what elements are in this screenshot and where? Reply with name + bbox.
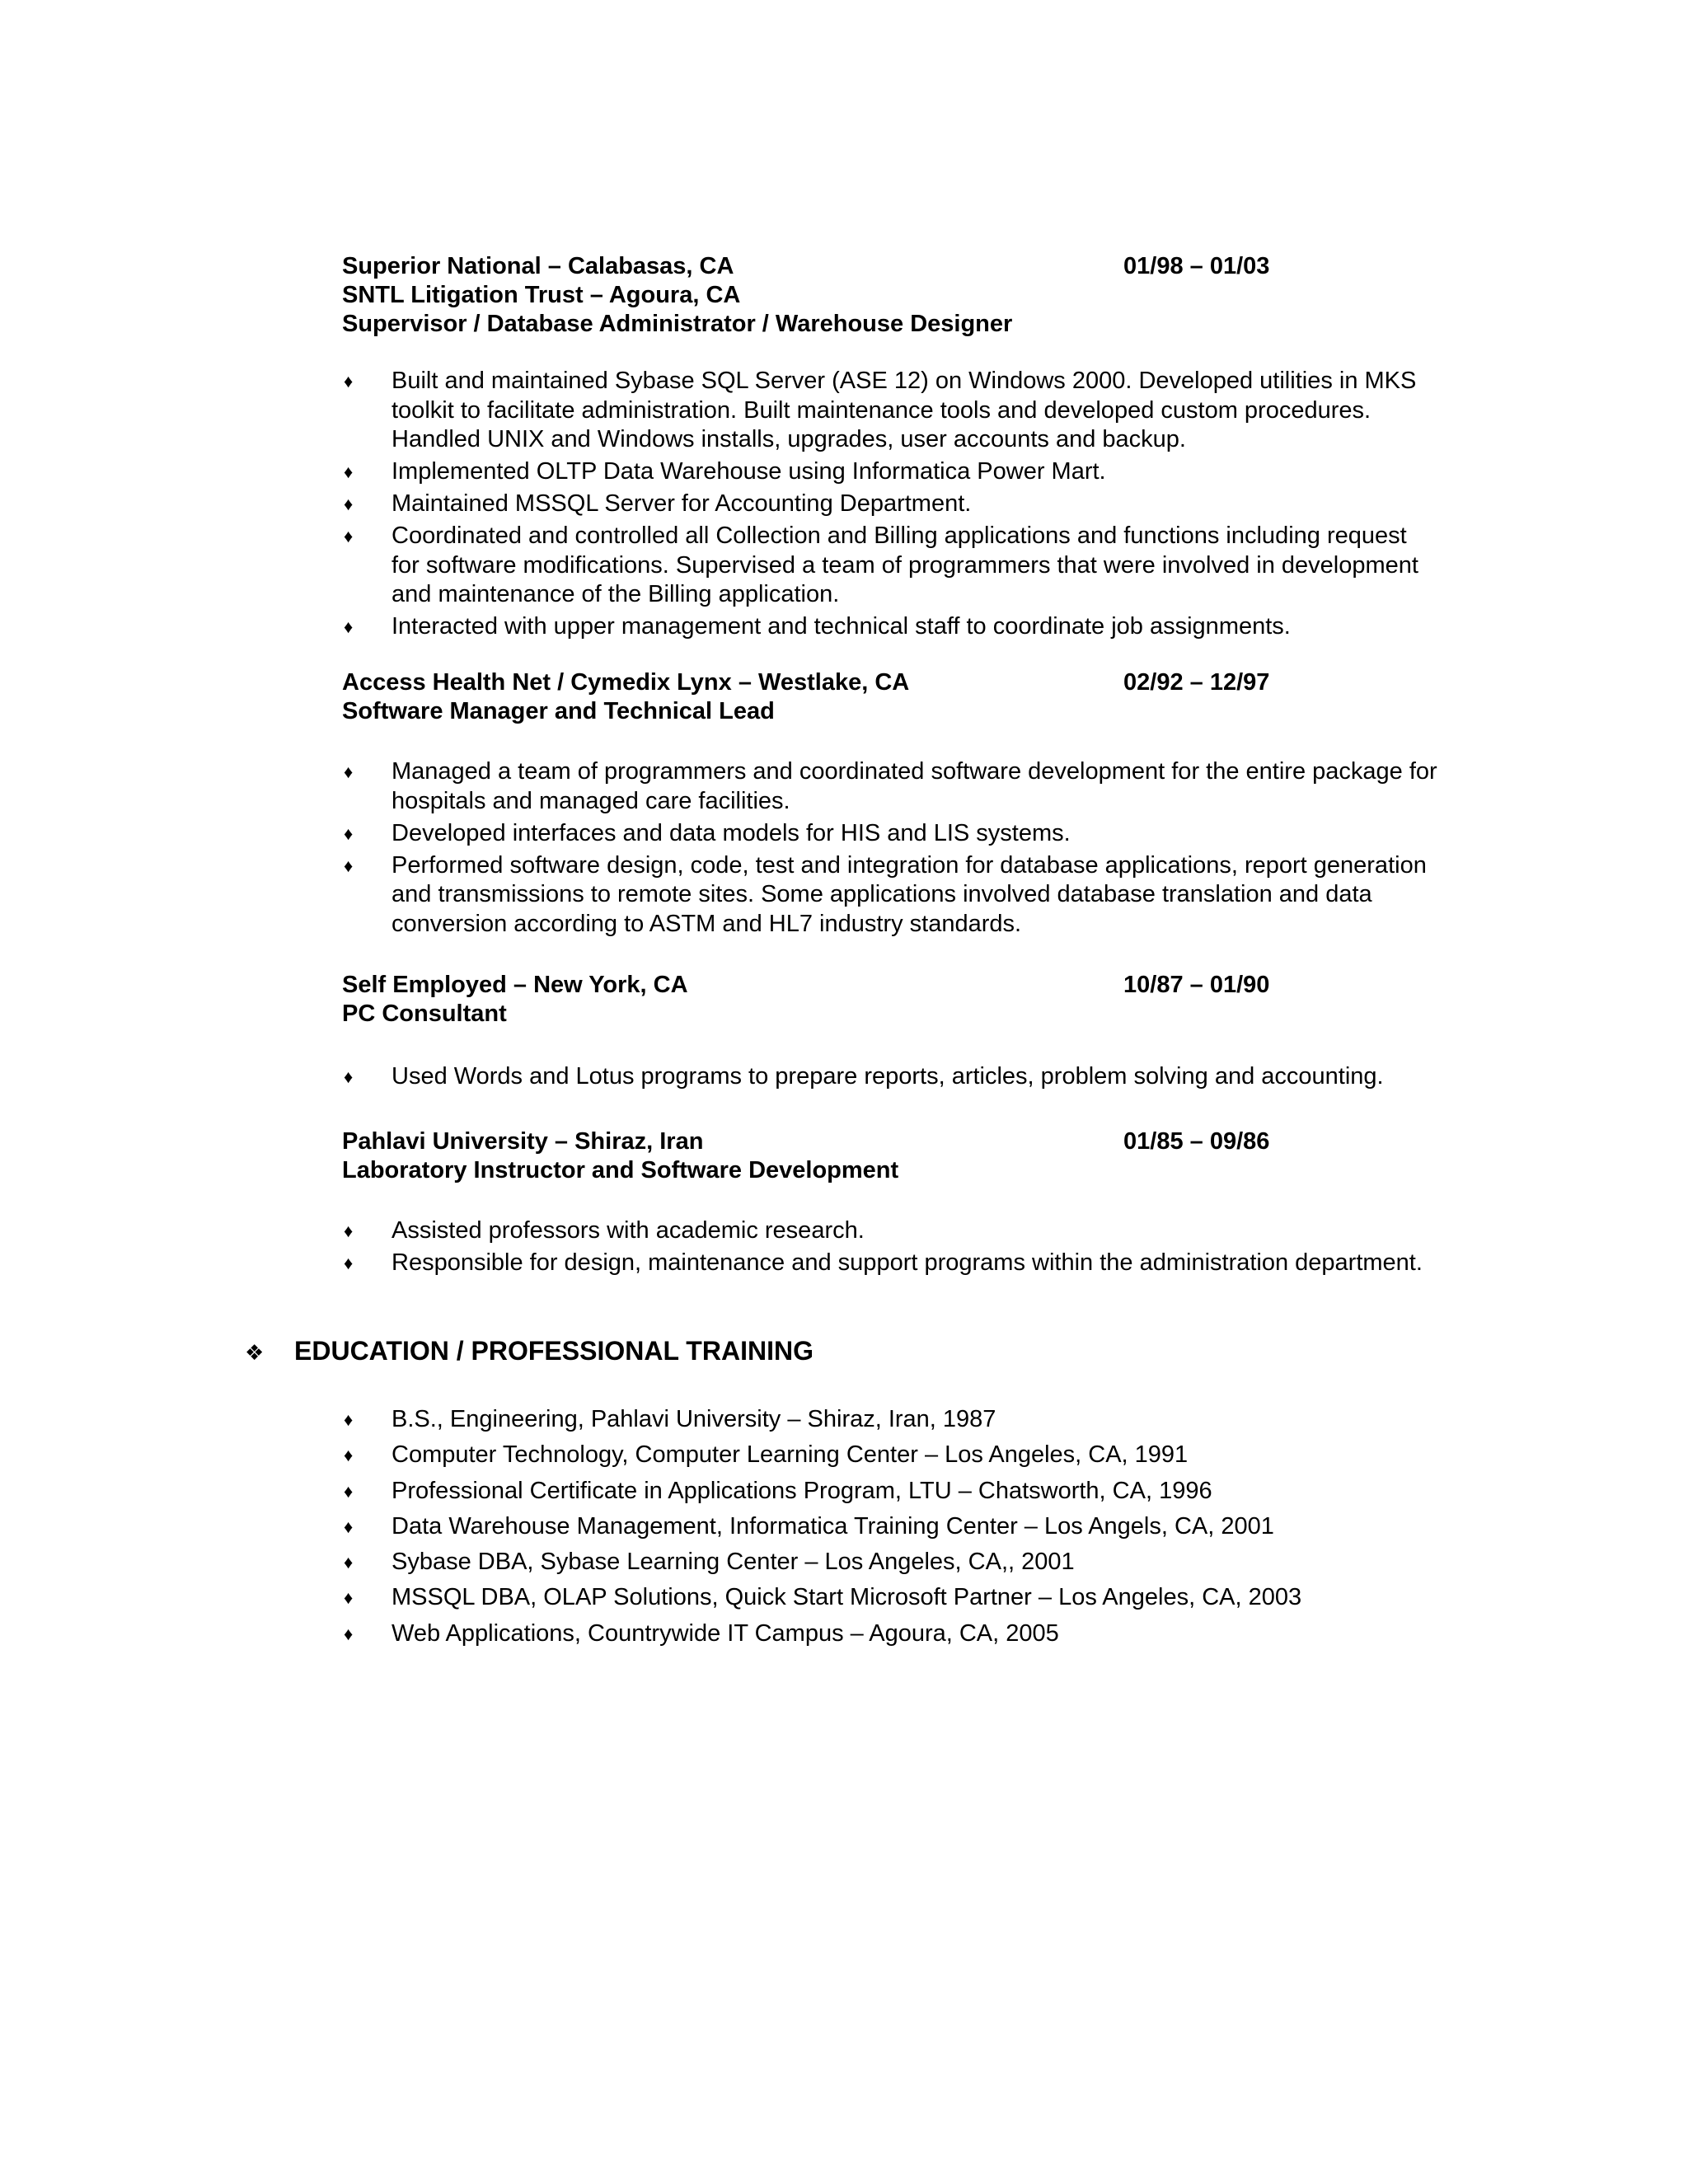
job-header [342, 668, 1438, 726]
diamond-bullet-icon: ♦ [344, 1445, 354, 1466]
diamond-bullet-icon: ♦ [344, 462, 354, 482]
education-list-container [342, 1405, 1438, 1655]
list-item: ♦ Performed software design, code, test and integration for database applications, report generation and transmissions to remote sites. Some applications involved database translation and data conversion according to ASTM and HL7 industry standards. [344, 851, 1427, 937]
diamond-bullet-icon: ♦ [344, 1409, 354, 1430]
section-title-education: ❖ EDUCATION / PROFESSIONAL TRAINING [245, 1336, 814, 1366]
job-dates: 01/98 – 01/03 [1123, 253, 1270, 279]
diamond-bullet-icon: ♦ [344, 1253, 354, 1273]
job-title: PC Consultant [342, 1001, 507, 1027]
list-item: ♦ Professional Certificate in Applications Program, LTU – Chatsworth, CA, 1996 [342, 1477, 1438, 1507]
list-item: ♦ MSSQL DBA, OLAP Solutions, Quick Start Microsoft Partner – Los Angeles, CA, 2003 [342, 1583, 1438, 1613]
employer-line: Superior National – Calabasas, CA [342, 253, 734, 279]
job-title: Supervisor / Database Administrator / Warehouse Designer [342, 311, 1013, 337]
four-diamond-icon: ❖ [245, 1340, 265, 1365]
job-header [342, 1127, 1438, 1185]
diamond-bullet-icon: ♦ [344, 1516, 354, 1537]
diamond-bullet-icon: ♦ [344, 1587, 354, 1609]
list-item: ♦ Managed a team of programmers and coordinated software development for the entire package for hospitals and managed care facilities. [344, 758, 1437, 814]
job-header [342, 252, 1438, 339]
list-item: ♦ Maintained MSSQL Server for Accounting Department. [342, 490, 1438, 519]
diamond-bullet-icon: ♦ [344, 1480, 354, 1502]
diamond-bullet-icon: ♦ [344, 526, 354, 546]
list-item: ♦ Sybase DBA, Sybase Learning Center – Los Angeles, CA,, 2001 [342, 1548, 1438, 1577]
list-item: ♦ Coordinated and controlled all Collection and Billing applications and functions including request for software modifications. Supervised a team of programmers that were involved in development and maintenance of the Billing application. [344, 523, 1418, 607]
job-bullet-list [342, 1216, 1438, 1278]
list-item: ♦ Used Words and Lotus programs to prepare reports, articles, problem solving and accounting. [342, 1062, 1438, 1092]
job-bullet-list [342, 367, 1438, 642]
employer-line: Self Employed – New York, CA [342, 972, 688, 998]
list-item: ♦ Data Warehouse Management, Informatica Training Center – Los Angels, CA, 2001 [342, 1512, 1438, 1542]
job-bullet-list [342, 1062, 1438, 1092]
list-item: ♦ Developed interfaces and data models for HIS and LIS systems. [342, 819, 1438, 849]
employer-line: Access Health Net / Cymedix Lynx – Westlake, CA [342, 669, 910, 696]
list-item: ♦ Responsible for design, maintenance and support programs within the administration department. [342, 1249, 1438, 1278]
diamond-bullet-icon: ♦ [344, 1066, 354, 1087]
job-dates: 02/92 – 12/97 [1123, 669, 1270, 696]
list-item: ♦ Interacted with upper management and technical staff to coordinate job assignments. [342, 612, 1438, 642]
job-bullet-list [342, 757, 1438, 939]
diamond-bullet-icon: ♦ [344, 823, 354, 844]
job-dates: 10/87 – 01/90 [1123, 972, 1270, 998]
diamond-bullet-icon: ♦ [344, 494, 354, 514]
diamond-bullet-icon: ♦ [344, 1623, 354, 1644]
job-entry [342, 668, 1438, 942]
employer-line: SNTL Litigation Trust – Agoura, CA [342, 282, 741, 308]
education-list [342, 1405, 1438, 1648]
list-item: ♦ Implemented OLTP Data Warehouse using Informatica Power Mart. [342, 457, 1438, 487]
job-dates: 01/85 – 09/86 [1123, 1128, 1270, 1155]
diamond-bullet-icon: ♦ [344, 616, 354, 637]
job-title: Software Manager and Technical Lead [342, 698, 775, 724]
job-entry [342, 971, 1438, 1094]
diamond-bullet-icon: ♦ [344, 855, 354, 876]
list-item: ♦ Web Applications, Countrywide IT Campus – Agoura, CA, 2005 [342, 1619, 1438, 1649]
diamond-bullet-icon: ♦ [344, 371, 354, 391]
diamond-bullet-icon: ♦ [344, 762, 354, 782]
employer-line: Pahlavi University – Shiraz, Iran [342, 1128, 704, 1155]
job-entry [342, 1127, 1438, 1281]
list-item: ♦ B.S., Engineering, Pahlavi University – Shiraz, Iran, 1987 [342, 1405, 1438, 1435]
list-item: ♦ Assisted professors with academic research. [342, 1216, 1438, 1246]
list-item: ♦ Computer Technology, Computer Learning Center – Los Angeles, CA, 1991 [342, 1441, 1438, 1470]
diamond-bullet-icon: ♦ [344, 1221, 354, 1241]
diamond-bullet-icon: ♦ [344, 1552, 354, 1573]
job-title: Laboratory Instructor and Software Development [342, 1157, 899, 1183]
job-header [342, 971, 1438, 1029]
list-item: ♦ Built and maintained Sybase SQL Server (ASE 12) on Windows 2000. Developed utilities in MKS toolkit to facilitate administration. Built maintenance tools and developed custom procedures. Handled UNIX and Windows installs, upgrades, user accounts and backup. [344, 368, 1417, 452]
job-entry [342, 252, 1438, 644]
